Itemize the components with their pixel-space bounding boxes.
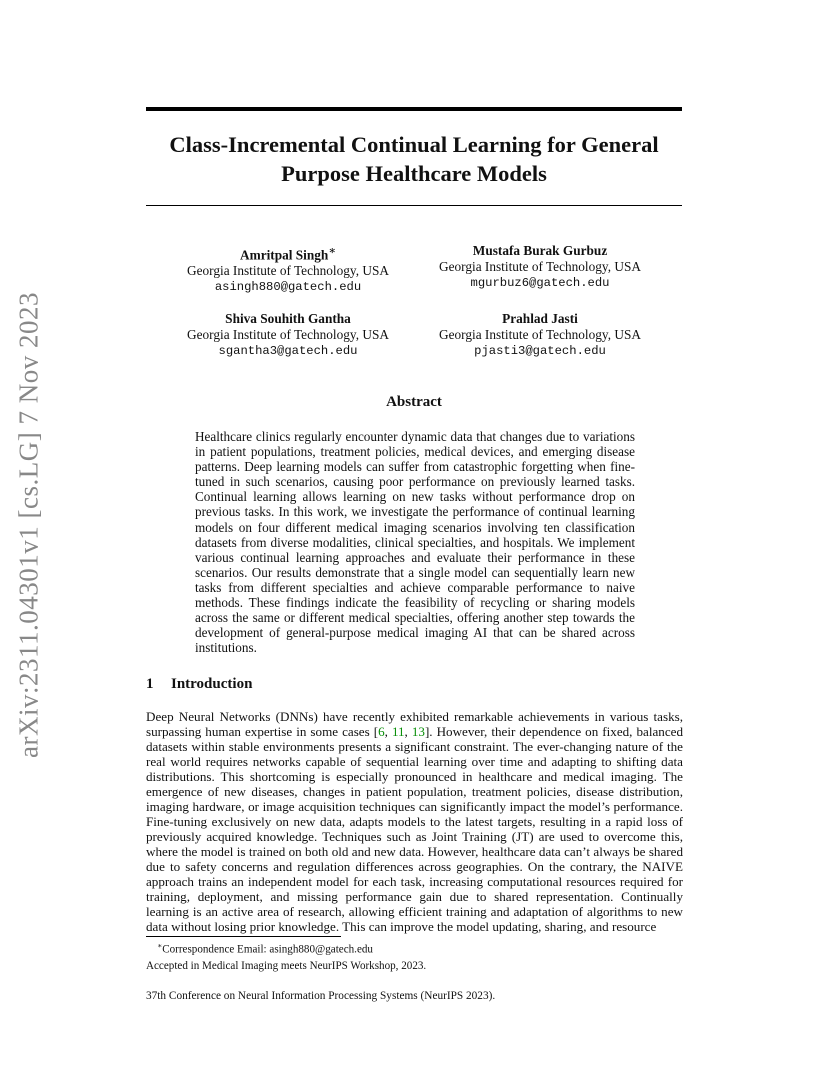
- abstract-heading: Abstract: [386, 394, 442, 410]
- title-bottom-rule: [146, 205, 682, 206]
- author-affiliation: Georgia Institute of Technology, USA: [439, 327, 641, 342]
- author-affiliation: Georgia Institute of Technology, USA: [187, 327, 389, 342]
- author-block: [163, 243, 413, 295]
- author-email: sgantha3@gatech.edu: [218, 344, 358, 358]
- author-email: pjasti3@gatech.edu: [474, 344, 606, 358]
- intro-text-start: Deep Neural Networks (DNNs) have recently exhibited remarkable achievements in various tasks, surpassing human expertise in some cases [: [146, 709, 683, 739]
- paper-title: [146, 130, 682, 188]
- author-email: asingh880@gatech.edu: [214, 280, 362, 295]
- footnote-rule: [146, 936, 341, 937]
- conference-note: 37th Conference on Neural Information Processing Systems (NeurIPS 2023).: [146, 990, 496, 1002]
- introduction-paragraph: Deep Neural Networks (DNNs) have recently exhibited remarkable achievements in various tasks, surpassing human expertise in some cases [6, 11, 13]. However, their dependence on fixed, balanced datasets within stable environments presents a significant constraint. The ever-changing nature of the real world requires networks capable of sequential learning over time and adapting to shifting data distributions. This shortcoming is especially pronounced in healthcare and medical imaging. The emergence of new diseases, changes in patient population, treatment policies, disease distribution, imaging hardware, or image acquisition techniques can significantly impact the model’s performance. Fine-tuning exclusively on new data, adapts models to the latest targets, resulting in a rapid loss of previously acquired knowledge. Techniques such as Joint Training (JT) are used to overcome this, where the model is trained on both old and new data. However, healthcare data can’t always be shared due to safety concerns and regulation differences across geographies. On the contrary, the NAIVE approach trains an independent model for each task, increasing computational resources required for training, deployment, and missing performance gain due to shared representation. Continually learning is an active area of research, allowing efficient training and adaptation of algorithms to new data without losing prior knowledge. This can improve the model updating, sharing, and resource: [146, 709, 683, 934]
- intro-text-rest: ]. However, their dependence on fixed, balanced datasets within stable environments presents a significant constraint. The ever-changing nature of the real world requires networks capable of sequential learning over time and adapting to shifting data distributions. This shortcoming is especially pronounced in healthcare and medical imaging. The emergence of new diseases, changes in patient population, treatment policies, disease distribution, imaging hardware, or image acquisition techniques can significantly impact the model’s performance. Fine-tuning exclusively on new data, adapts models to the latest targets, resulting in a rapid loss of previously acquired knowledge. Techniques such as Joint Training (JT) are used to overcome this, where the model is trained on both old and new data. However, healthcare data can’t always be shared due to safety concerns and regulation differences across geographies. On the contrary, the NAIVE approach trains an independent model for each task, increasing computational resources required for training, deployment, and missing performance gain due to shared representation. Continually learning is an active area of research, allowing efficient training and adaptation of algorithms to new data without losing prior knowledge. This can improve the model updating, sharing, and resource: [146, 724, 683, 934]
- correspondence-footnote: ∗Correspondence Email: asingh880@gatech.edu: [157, 941, 373, 956]
- footnotes: [146, 938, 426, 974]
- section-number: 1: [146, 676, 154, 692]
- title-line-1: Class-Incremental Continual Learning for General: [169, 132, 659, 157]
- abstract-text: Healthcare clinics regularly encounter dynamic data that changes due to variations in patient populations, treatment policies, medical devices, and emerging disease patterns. Deep learning models can suffer from catastrophic forgetting when fine-tuned in such scenarios, causing poor performance on previously learned tasks. Continual learning allows learning on new tasks without performance drop on previous tasks. In this work, we investigate the performance of continual learning models on four different medical imaging scenarios involving ten classification datasets from diverse modalities, clinical specialties, and hospitals. We implement various continual learning approaches and evaluate their performance in these scenarios. Our results demonstrate that a single model can sequentially learn new tasks from different specialties and achieve comparable performance to naive methods. These findings indicate the feasibility of recycling or sharing models across the same or different medical specialties, offering another step towards the development of general-purpose medical imaging AI that can be shared across institutions.: [195, 429, 635, 656]
- author-footnote-mark: ∗: [328, 245, 336, 257]
- accepted-note: Accepted in Medical Imaging meets NeurIPS Workshop, 2023.: [146, 959, 427, 972]
- citation-link[interactable]: 11: [391, 724, 405, 739]
- author-affiliation: Georgia Institute of Technology, USA: [187, 263, 389, 279]
- author-block: [163, 311, 413, 359]
- author-block: [415, 243, 665, 291]
- citation-link[interactable]: 6: [378, 724, 385, 739]
- author-block: [415, 311, 665, 359]
- arxiv-identifier-text: arXiv:2311.04301v1 [cs.LG] 7 Nov 2023: [13, 292, 44, 758]
- author-name: Amritpal Singh∗: [240, 245, 336, 263]
- citation-link[interactable]: 13: [411, 724, 425, 739]
- author-name: Mustafa Burak Gurbuz: [472, 243, 608, 258]
- section-title: Introduction: [171, 676, 253, 692]
- author-affiliation: Georgia Institute of Technology, USA: [439, 259, 641, 274]
- title-top-rule: [146, 107, 682, 111]
- arxiv-identifier: [0, 290, 58, 760]
- section-heading: [146, 676, 252, 693]
- author-email: mgurbuz6@gatech.edu: [470, 276, 610, 290]
- title-line-2: Purpose Healthcare Models: [281, 161, 547, 186]
- author-name: Prahlad Jasti: [502, 311, 578, 326]
- footnote-mark: ∗: [157, 941, 163, 950]
- author-name: Shiva Souhith Gantha: [225, 311, 351, 326]
